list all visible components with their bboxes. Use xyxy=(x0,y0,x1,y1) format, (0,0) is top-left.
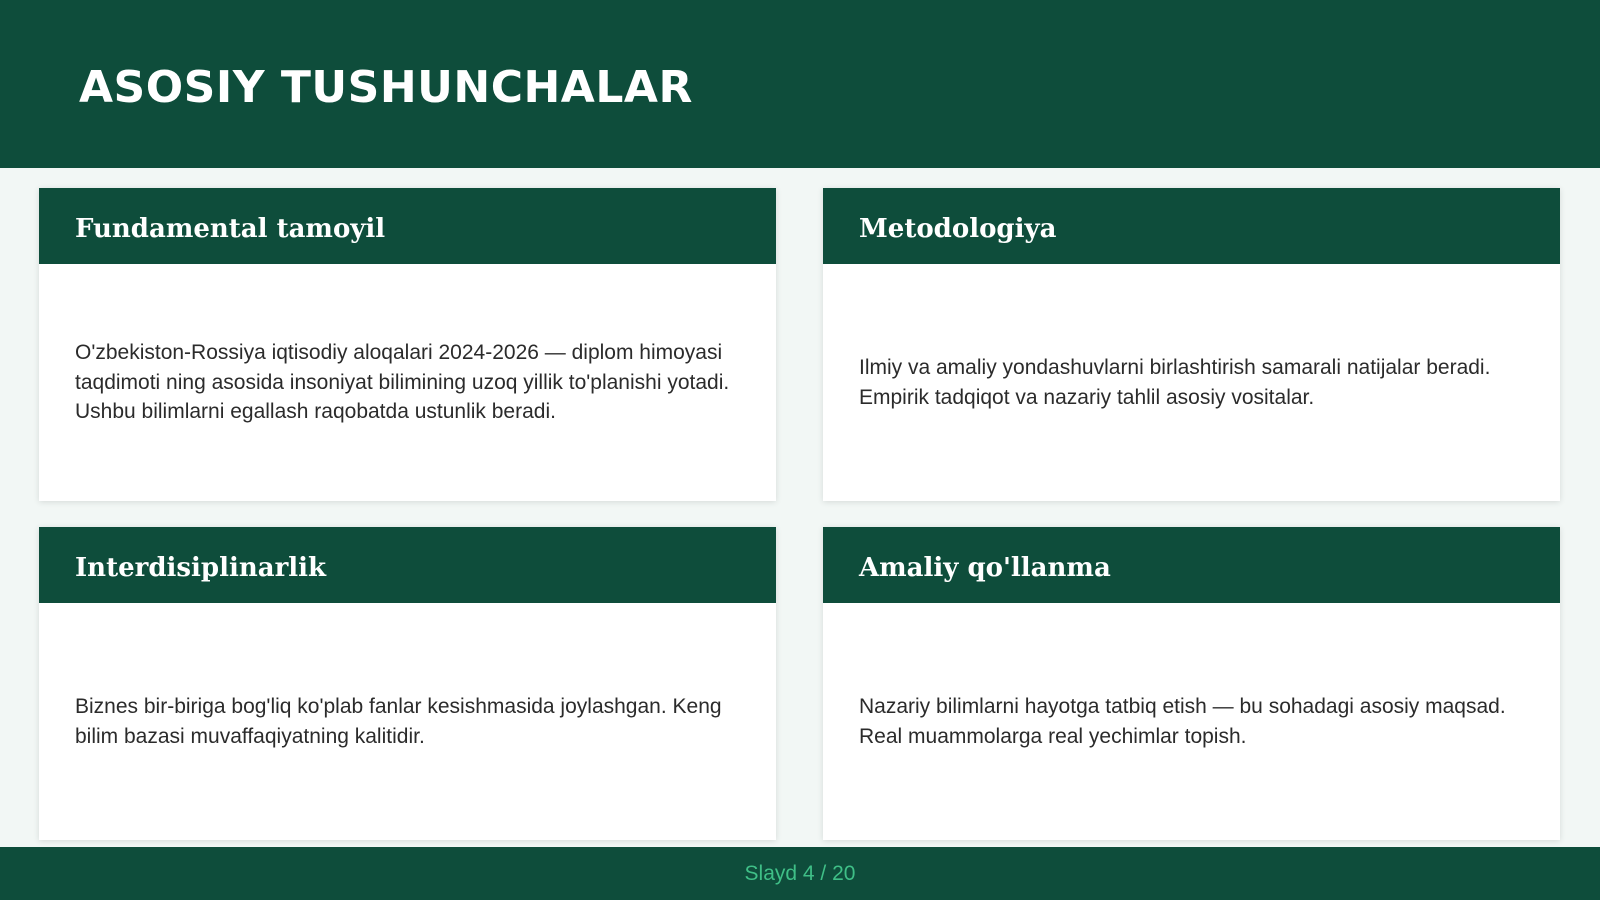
concept-card-methodology xyxy=(823,188,1560,501)
card-body xyxy=(75,264,735,501)
card-title: Interdisiplinarlik xyxy=(75,553,327,583)
card-text: Nazariy bilimlarni hayotga tatbiq etish — bu sohadagi asosiy maqsad. Real muammolarga real yechimlar topish. xyxy=(859,695,1506,748)
card-text: Biznes bir-biriga bog'liq ko'plab fanlar kesishmasida joylashgan. Keng bilim bazasi muvaffaqiyatning kalitidir. xyxy=(75,695,722,748)
card-header xyxy=(823,527,1560,603)
slide-title: ASOSIY TUSHUNCHALAR xyxy=(79,62,693,113)
concept-card-practical xyxy=(823,527,1560,840)
slide-footer xyxy=(0,847,1600,900)
card-body xyxy=(859,603,1519,840)
concept-card-interdisciplinary xyxy=(39,527,776,840)
card-text: O'zbekiston-Rossiya iqtisodiy aloqalari 2024-2026 — diplom himoyasi taqdimoti ning asosida insoniyat bilimining uzoq yillik to'planishi yotadi. Ushbu bilimlarni egallash raqobatda ustunlik beradi. xyxy=(75,341,730,424)
card-body xyxy=(859,264,1519,501)
card-body xyxy=(75,603,735,840)
slide-header xyxy=(0,0,1600,168)
card-title: Amaliy qo'llanma xyxy=(859,553,1111,583)
card-title: Fundamental tamoyil xyxy=(75,214,386,244)
card-text: Ilmiy va amaliy yondashuvlarni birlashtirish samarali natijalar beradi. Empirik tadqiqot va nazariy tahlil asosiy vositalar. xyxy=(859,356,1491,409)
card-header xyxy=(39,527,776,603)
card-header xyxy=(823,188,1560,264)
concept-card-fundamental xyxy=(39,188,776,501)
slide-number: Slayd 4 / 20 xyxy=(744,862,856,885)
card-header xyxy=(39,188,776,264)
card-title: Metodologiya xyxy=(859,214,1057,244)
